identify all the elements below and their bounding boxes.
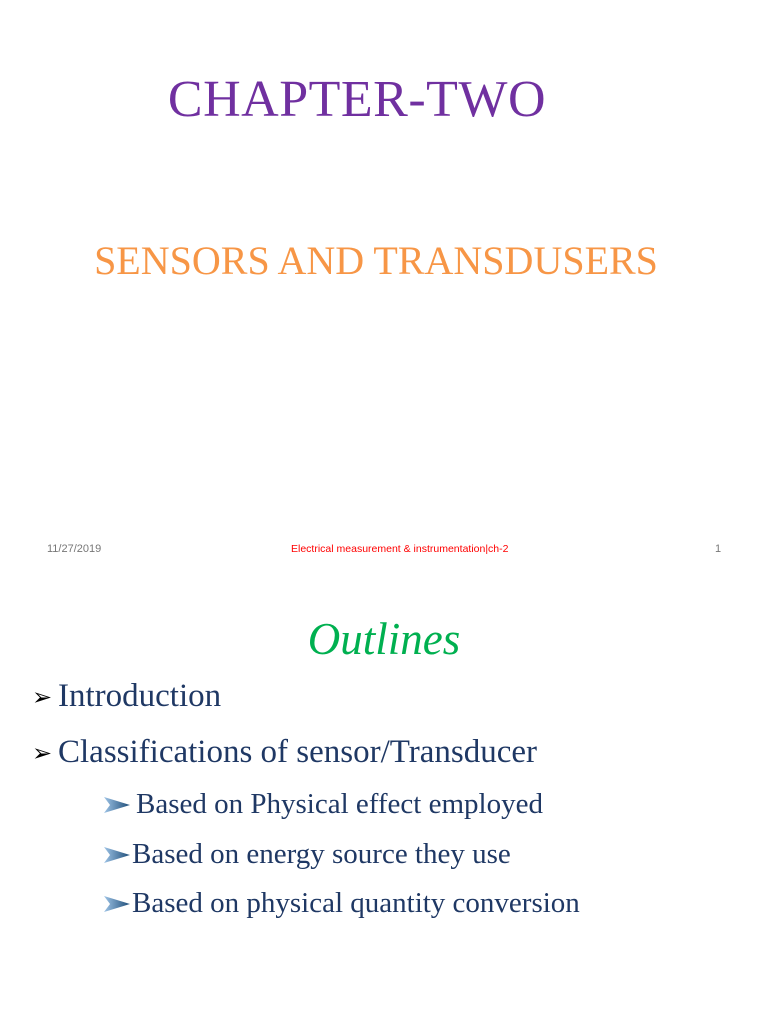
chapter-title: CHAPTER-TWO xyxy=(167,71,547,128)
outline-subitem-physical-effect xyxy=(102,788,543,821)
footer-date: 11/27/2019 xyxy=(47,543,102,555)
outline-item-label: Introduction xyxy=(58,678,222,714)
blue-arrow-bullet-icon xyxy=(102,893,132,915)
footer-course-title: Electrical measurement & instrumentation|ch-2 xyxy=(291,543,509,555)
slide-subtitle: SENSORS AND TRANSDUSERS xyxy=(94,238,658,283)
outline-subitem-energy-source xyxy=(102,838,511,871)
outline-item-label: Classifications of sensor/Transducer xyxy=(58,734,538,770)
footer-page-number: 1 xyxy=(715,543,722,555)
outline-subitem-quantity-conversion xyxy=(102,887,580,920)
outline-subitem-label: Based on energy source they use xyxy=(132,838,511,870)
blue-arrow-bullet-icon xyxy=(102,844,132,866)
slide-2 xyxy=(0,578,768,1024)
outline-item-introduction xyxy=(32,678,221,715)
arrowhead-bullet-icon: ➢ xyxy=(32,738,53,767)
arrowhead-bullet-icon: ➢ xyxy=(32,682,53,711)
blue-arrow-bullet-icon xyxy=(102,794,132,816)
outline-item-classifications xyxy=(32,734,537,771)
outlines-title: Outlines xyxy=(307,614,461,664)
outline-subitem-label: Based on physical quantity conversion xyxy=(132,887,580,919)
outline-subitem-label: Based on Physical effect employed xyxy=(136,788,543,820)
